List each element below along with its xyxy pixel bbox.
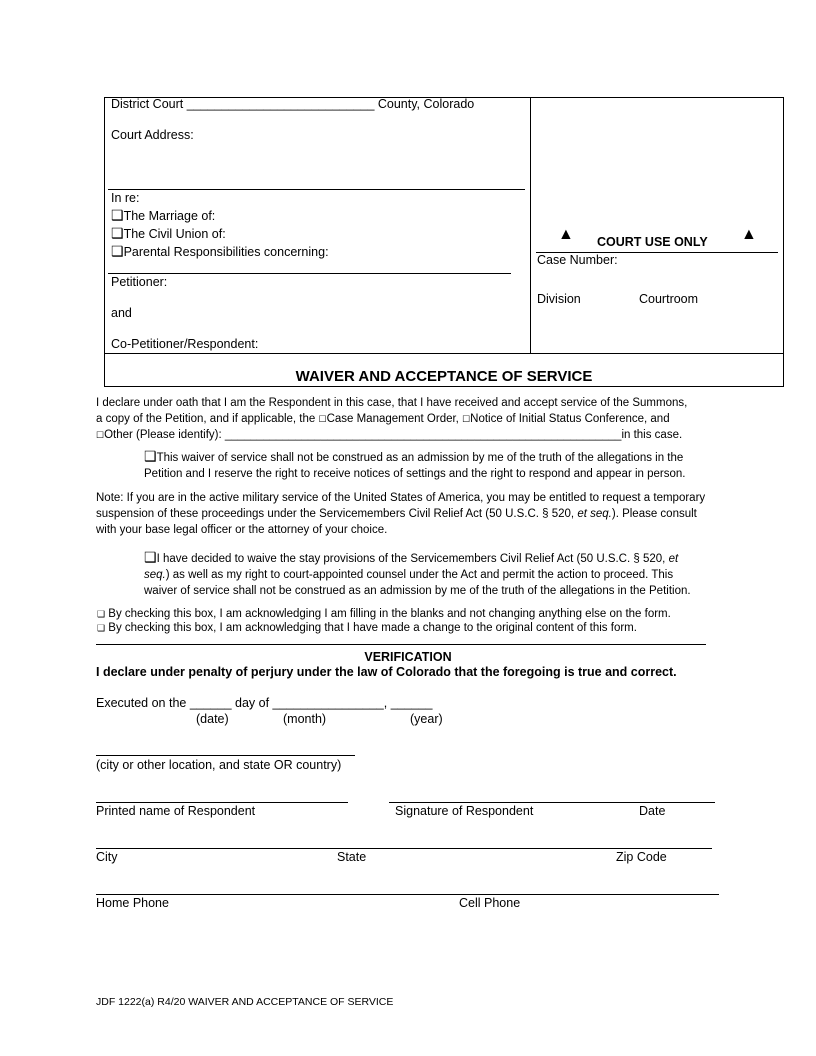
declaration-line-2a: a copy of the Petition, and if applicable, the bbox=[96, 413, 319, 425]
printed-name-line[interactable] bbox=[96, 802, 348, 803]
note-line-2 bbox=[96, 506, 726, 522]
case-mgmt-checkbox-icon[interactable]: ☐ bbox=[318, 414, 327, 424]
city-label: City bbox=[96, 850, 118, 864]
waiver-line-1-text: This waiver of service shall not be construed as an admission by me of the truth of the allegations in the bbox=[156, 452, 684, 464]
signature-line[interactable] bbox=[389, 802, 715, 803]
stay-line-1 bbox=[144, 549, 724, 567]
verification-heading: VERIFICATION bbox=[364, 650, 452, 664]
checkbox-icon[interactable]: ❑ bbox=[111, 207, 124, 223]
declaration-line-1: I declare under oath that I am the Respondent in this case, that I have received and accept service of the Summons, bbox=[96, 397, 688, 409]
note-line-1: Note: If you are in the active military service of the United States of America, you may be entitled to request a temporary bbox=[96, 492, 706, 504]
division-label: Division bbox=[537, 292, 581, 306]
waiver-line-2: Petition and I reserve the right to receive notices of settings and the right to respond and appear in person. bbox=[144, 468, 686, 480]
ack-checkbox-2-icon[interactable]: ❑ bbox=[97, 623, 106, 633]
district-court: District Court ___________________________ County, Colorado bbox=[111, 97, 475, 111]
declaration-line-3 bbox=[96, 427, 726, 443]
location-line[interactable] bbox=[96, 755, 355, 756]
other-label: Other (Please identify): bbox=[104, 429, 225, 441]
status-conf-label: Notice of Initial Status Conference, and bbox=[470, 413, 670, 425]
and-label: and bbox=[111, 306, 132, 320]
civil-union-option[interactable] bbox=[111, 225, 226, 242]
marriage-option[interactable] bbox=[111, 207, 215, 224]
ack-line-1: By checking this box, I am acknowledging I am filling in the blanks and not changing anything else on the form. bbox=[108, 608, 671, 620]
declaration-line-2 bbox=[96, 411, 726, 427]
stay-seq: seq. bbox=[144, 569, 166, 581]
court-use-only: COURT USE ONLY bbox=[597, 235, 708, 249]
executed-year-label: (year) bbox=[410, 712, 443, 726]
marriage-label: The Marriage of: bbox=[123, 209, 216, 223]
ack-line-2: By checking this box, I am acknowledging that I have made a change to the original content of this form. bbox=[108, 622, 637, 634]
stay-line-2 bbox=[144, 567, 724, 583]
case-mgmt-label: Case Management Order, bbox=[326, 413, 463, 425]
note-line-2b: ). Please consult bbox=[611, 508, 697, 520]
in-re-label: In re: bbox=[111, 191, 140, 205]
declaration-paragraph bbox=[96, 395, 726, 443]
note-paragraph bbox=[96, 490, 726, 538]
other-blank[interactable]: ______________________________________________________________ bbox=[224, 429, 622, 441]
signature-label: Signature of Respondent bbox=[395, 804, 534, 818]
caption-title-divider bbox=[104, 353, 784, 354]
stay-paragraph bbox=[144, 549, 724, 599]
triangle-right-icon: ▲ bbox=[741, 226, 757, 243]
printed-name-label: Printed name of Respondent bbox=[96, 804, 256, 818]
note-et-seq: et seq. bbox=[577, 508, 612, 520]
ack-divider bbox=[96, 644, 706, 645]
court-address-label: Court Address: bbox=[111, 128, 194, 142]
triangle-left-icon: ▲ bbox=[558, 226, 574, 243]
ack-row-2[interactable] bbox=[97, 622, 637, 634]
courtroom-label: Courtroom bbox=[639, 292, 699, 306]
parental-option[interactable] bbox=[111, 243, 329, 260]
case-number-label: Case Number: bbox=[537, 253, 618, 267]
address-line[interactable] bbox=[96, 848, 712, 849]
court-address-divider bbox=[108, 189, 525, 190]
note-line-3: with your base legal officer or the attorney of your choice. bbox=[96, 524, 388, 536]
stay-et: et bbox=[668, 553, 679, 565]
cell-phone-label: Cell Phone bbox=[459, 896, 521, 910]
signature-date-label: Date bbox=[639, 804, 666, 818]
parental-label: Parental Responsibilities concerning: bbox=[123, 245, 329, 259]
co-petitioner-label: Co-Petitioner/Respondent: bbox=[111, 337, 259, 351]
stay-line-3: waiver of service shall not be construed as an admission by me of the truth of the allegations in the Petition. bbox=[144, 585, 691, 597]
executed-line[interactable]: Executed on the ______ day of ________________, ______ bbox=[96, 696, 433, 710]
home-phone-label: Home Phone bbox=[96, 896, 169, 910]
parties-divider bbox=[108, 273, 511, 274]
stay-checkbox-icon[interactable]: ❑ bbox=[144, 549, 157, 565]
state-label: State bbox=[337, 850, 367, 864]
location-label: (city or other location, and state OR country) bbox=[96, 758, 342, 772]
executed-date-label: (date) bbox=[196, 712, 229, 726]
page-title: WAIVER AND ACCEPTANCE OF SERVICE bbox=[295, 368, 593, 385]
ack-checkbox-1-icon[interactable]: ❑ bbox=[97, 609, 106, 619]
stay-line-2b: ) as well as my right to court-appointed counsel under the Act and permit the action to proceed. This bbox=[165, 569, 674, 581]
status-conf-checkbox-icon[interactable]: ☐ bbox=[462, 414, 471, 424]
checkbox-icon[interactable]: ❑ bbox=[111, 243, 124, 259]
petitioner-label: Petitioner: bbox=[111, 275, 168, 289]
waiver-checkbox-icon[interactable]: ❑ bbox=[144, 448, 157, 464]
footer: JDF 1222(a) R4/20 WAIVER AND ACCEPTANCE OF SERVICE bbox=[96, 996, 394, 1008]
other-checkbox-icon[interactable]: ☐ bbox=[96, 430, 105, 440]
zip-label: Zip Code bbox=[616, 850, 667, 864]
in-this-case: in this case. bbox=[621, 429, 683, 441]
executed-month-label: (month) bbox=[283, 712, 327, 726]
waiver-line-1 bbox=[144, 448, 720, 466]
civil-union-label: The Civil Union of: bbox=[123, 227, 226, 241]
waiver-paragraph bbox=[144, 448, 720, 482]
checkbox-icon[interactable]: ❑ bbox=[111, 225, 124, 241]
phone-line[interactable] bbox=[96, 894, 719, 895]
verification-statement: I declare under penalty of perjury under the law of Colorado that the foregoing is true and correct. bbox=[96, 665, 677, 679]
ack-row-1[interactable] bbox=[97, 608, 671, 620]
note-line-2a: suspension of these proceedings under the Servicemembers Civil Relief Act (50 U.S.C. § 520, bbox=[96, 508, 578, 520]
caption-vertical-divider bbox=[530, 97, 531, 353]
stay-line-1a: I have decided to waive the stay provisions of the Servicemembers Civil Relief Act (50 U.S.C. § 520, bbox=[156, 553, 669, 565]
